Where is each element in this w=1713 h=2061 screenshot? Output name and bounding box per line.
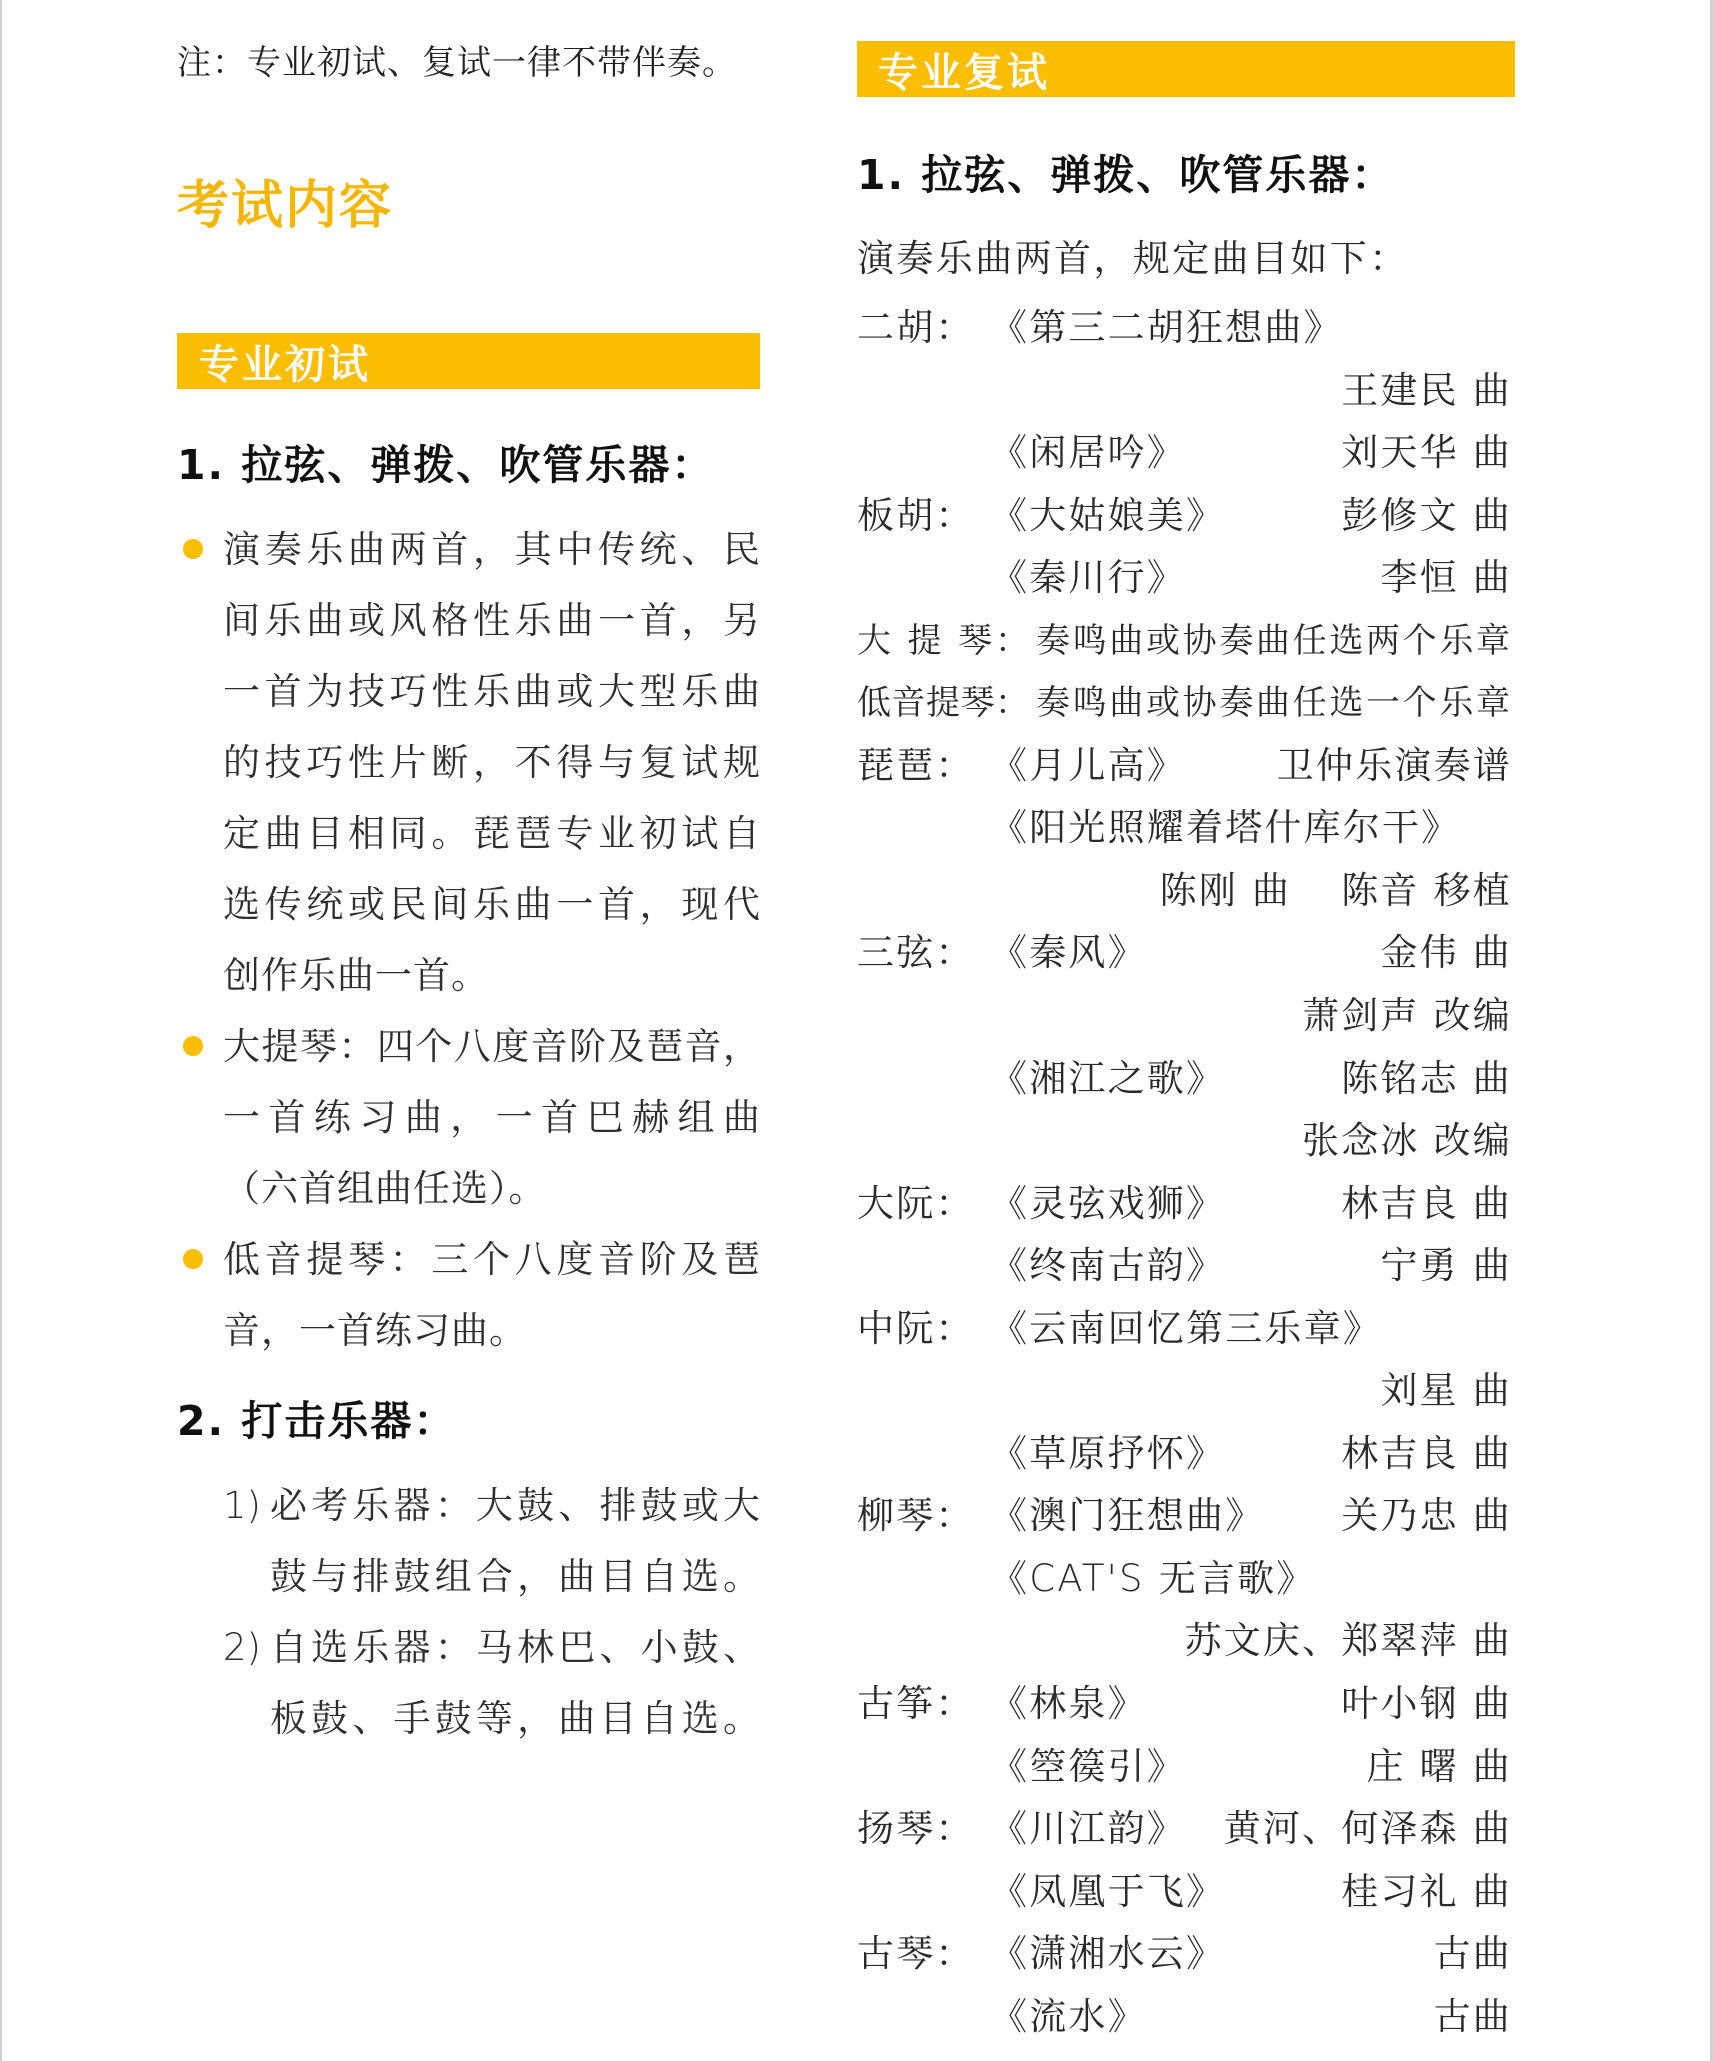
credit-group bbox=[1160, 860, 1512, 923]
instrument-label: 大阮： bbox=[857, 1181, 975, 1225]
piece-title: 《川江韵》 bbox=[990, 1807, 1186, 1851]
preliminary-bar-label: 专业初试 bbox=[199, 341, 371, 388]
bullet-item bbox=[177, 514, 760, 1011]
piece-row bbox=[857, 1235, 1512, 1298]
list-marker: 1) bbox=[223, 1484, 261, 1527]
piece-row bbox=[857, 922, 1512, 985]
piece-row bbox=[857, 297, 1512, 360]
retest-bar-label: 专业复试 bbox=[878, 49, 1050, 96]
credit-group bbox=[1341, 1485, 1512, 1548]
preliminary-heading-percussion: 2. 打击乐器： bbox=[177, 1397, 457, 1445]
piece-credit: 陈铭志 曲 bbox=[1341, 1056, 1512, 1100]
bullet-line: 一首为技巧性乐曲或大型乐曲 bbox=[223, 670, 760, 713]
piece-credit: 林吉良 曲 bbox=[1341, 1431, 1512, 1475]
credit-group bbox=[1434, 1923, 1512, 1986]
piece-credit: 萧剑声 改编 bbox=[1302, 994, 1512, 1038]
instrument-label: 大 提 琴： bbox=[857, 620, 1029, 661]
piece-row bbox=[857, 1298, 1512, 1361]
piece-title: 《草原抒怀》 bbox=[990, 1431, 1226, 1475]
piece-row bbox=[857, 1548, 1512, 1611]
retest-section-bar bbox=[857, 41, 1515, 97]
piece-title: 《闲居吟》 bbox=[990, 431, 1186, 475]
piece-title: 《湘江之歌》 bbox=[990, 1056, 1226, 1100]
credit-group bbox=[1302, 985, 1512, 1048]
bullet-line: 创作乐曲一首。 bbox=[223, 954, 489, 997]
list-item bbox=[177, 1612, 760, 1754]
piece-title: 《大姑娘美》 bbox=[990, 493, 1226, 537]
credit-group bbox=[1341, 1861, 1512, 1924]
piece-credit: 陈刚 曲 bbox=[1159, 868, 1292, 912]
piece-title: 《秦风》 bbox=[990, 931, 1147, 975]
piece-title: 《灵弦戏狮》 bbox=[990, 1181, 1226, 1225]
piece-row bbox=[857, 985, 1512, 1048]
credit-group bbox=[1380, 1235, 1512, 1298]
credit-group bbox=[1434, 1986, 1512, 2049]
credit-group bbox=[1380, 1360, 1512, 1423]
piece-row bbox=[857, 485, 1512, 548]
piece-row bbox=[857, 1736, 1512, 1799]
requirement-text: 奏鸣曲或协奏曲任选一个乐章 bbox=[1036, 683, 1510, 724]
bullet-item bbox=[177, 1224, 760, 1366]
instrument-label: 琵琶： bbox=[857, 743, 975, 787]
piece-row bbox=[857, 1110, 1512, 1173]
preliminary-section-bar bbox=[177, 333, 760, 389]
credit-group bbox=[1184, 1610, 1512, 1673]
credit-group bbox=[1341, 485, 1512, 548]
credit-group bbox=[1341, 1048, 1512, 1111]
piece-title: 《凤凰于飞》 bbox=[990, 1869, 1226, 1913]
piece-row bbox=[857, 1923, 1512, 1986]
piece-title: 《月儿高》 bbox=[990, 743, 1186, 787]
piece-row bbox=[857, 797, 1512, 860]
instrument-label: 板胡： bbox=[857, 493, 975, 537]
piece-row bbox=[857, 1986, 1512, 2049]
piece-credit: 王建民 曲 bbox=[1341, 368, 1512, 412]
piece-title: 《云南回忆第三乐章》 bbox=[990, 1306, 1382, 1350]
piece-row bbox=[857, 547, 1512, 610]
piece-credit: 刘星 曲 bbox=[1380, 1369, 1512, 1413]
bullet-line: 低音提琴：三个八度音阶及琶 bbox=[223, 1238, 760, 1281]
retest-intro: 演奏乐曲两首，规定曲目如下： bbox=[857, 237, 1409, 280]
piece-row bbox=[857, 1798, 1512, 1861]
bullet-line: 间乐曲或风格性乐曲一首，另 bbox=[223, 599, 760, 642]
piece-title: 《CAT'S 无言歌》 bbox=[990, 1556, 1316, 1600]
piece-title: 《林泉》 bbox=[990, 1682, 1147, 1726]
credit-group bbox=[1341, 1173, 1512, 1236]
credit-group bbox=[1277, 735, 1512, 798]
repertoire-list bbox=[857, 297, 1512, 2048]
instrument-label: 古筝： bbox=[857, 1682, 975, 1726]
piece-credit: 张念冰 改编 bbox=[1302, 1119, 1512, 1163]
piece-title: 《终南古韵》 bbox=[990, 1244, 1226, 1288]
bullet-line: 选传统或民间乐曲一首，现代 bbox=[223, 883, 760, 926]
piece-title: 《流水》 bbox=[990, 1994, 1147, 2038]
instrument-label: 低音提琴： bbox=[857, 683, 1029, 724]
piece-credit: 叶小钢 曲 bbox=[1341, 1682, 1512, 1726]
requirement-row bbox=[857, 610, 1512, 673]
piece-credit: 桂习礼 曲 bbox=[1341, 1869, 1512, 1913]
piece-row bbox=[857, 860, 1512, 923]
piece-row bbox=[857, 1360, 1512, 1423]
bullet-line: 音，一首练习曲。 bbox=[223, 1309, 527, 1352]
bullet-dot-icon bbox=[183, 539, 203, 559]
piece-title: 《阳光照耀着塔什库尔干》 bbox=[990, 806, 1461, 850]
credit-group bbox=[1224, 1798, 1512, 1861]
piece-row bbox=[857, 1048, 1512, 1111]
piece-credit: 宁勇 曲 bbox=[1380, 1244, 1512, 1288]
credit-group bbox=[1302, 1110, 1512, 1173]
piece-title: 《第三二胡狂想曲》 bbox=[990, 306, 1343, 349]
credit-group bbox=[1341, 1423, 1512, 1486]
instrument-label: 扬琴： bbox=[857, 1807, 975, 1851]
bullet-line: 大提琴：四个八度音阶及琶音， bbox=[223, 1025, 760, 1068]
piece-row bbox=[857, 1861, 1512, 1924]
bullet-dot-icon bbox=[183, 1036, 203, 1056]
list-line: 鼓与排鼓组合，曲目自选。 bbox=[270, 1555, 760, 1598]
percussion-list bbox=[177, 1470, 760, 1754]
piece-credit: 刘天华 曲 bbox=[1341, 431, 1512, 475]
credit-group bbox=[1366, 1736, 1512, 1799]
piece-row bbox=[857, 360, 1512, 423]
instrument-label: 古琴： bbox=[857, 1932, 975, 1976]
piece-row bbox=[857, 1485, 1512, 1548]
credit-group bbox=[1380, 547, 1512, 610]
bullet-line: 一首练习曲，一首巴赫组曲 bbox=[223, 1096, 760, 1139]
piece-title: 《潇湘水云》 bbox=[990, 1932, 1226, 1976]
piece-credit: 关乃忠 曲 bbox=[1341, 1494, 1512, 1538]
instrument-label: 二胡： bbox=[857, 306, 975, 349]
note-text: 注：专业初试、复试一律不带伴奏。 bbox=[177, 43, 737, 83]
instrument-label: 柳琴： bbox=[857, 1494, 975, 1538]
piece-credit: 庄 曙 曲 bbox=[1366, 1744, 1512, 1788]
list-line: 自选乐器：马林巴、小鼓、 bbox=[270, 1626, 760, 1669]
list-item bbox=[177, 1470, 760, 1612]
bullet-line: 的技巧性片断，不得与复试规 bbox=[223, 741, 760, 784]
piece-credit: 陈音 移植 bbox=[1341, 868, 1512, 912]
piece-row bbox=[857, 1673, 1512, 1736]
bullet-item bbox=[177, 1011, 760, 1224]
preliminary-bullet-list bbox=[177, 514, 760, 1366]
piece-credit: 彭修文 曲 bbox=[1341, 493, 1512, 537]
piece-credit: 李恒 曲 bbox=[1380, 556, 1512, 600]
bullet-line: 演奏乐曲两首，其中传统、民 bbox=[223, 528, 760, 571]
piece-credit: 苏文庆、郑翠萍 曲 bbox=[1184, 1619, 1512, 1663]
credit-group bbox=[1380, 922, 1512, 985]
requirement-row bbox=[857, 672, 1512, 735]
instrument-label: 三弦： bbox=[857, 931, 975, 975]
list-marker: 2) bbox=[223, 1626, 261, 1669]
credit-group bbox=[1341, 360, 1512, 423]
piece-row bbox=[857, 1423, 1512, 1486]
piece-title: 《秦川行》 bbox=[990, 556, 1186, 600]
instrument-label: 中阮： bbox=[857, 1306, 975, 1350]
bullet-line: 定曲目相同。琵琶专业初试自 bbox=[223, 812, 760, 855]
piece-credit: 古曲 bbox=[1433, 1932, 1512, 1976]
piece-credit: 林吉良 曲 bbox=[1341, 1181, 1512, 1225]
piece-credit: 金伟 曲 bbox=[1380, 931, 1512, 975]
retest-heading-strings: 1. 拉弦、弹拨、吹管乐器： bbox=[857, 151, 1395, 199]
section-title: 考试内容 bbox=[177, 176, 394, 236]
piece-title: 《箜篌引》 bbox=[990, 1744, 1186, 1788]
list-line: 必考乐器：大鼓、排鼓或大 bbox=[270, 1484, 760, 1527]
list-line: 板鼓、手鼓等，曲目自选。 bbox=[270, 1697, 760, 1740]
piece-row bbox=[857, 1610, 1512, 1673]
credit-group bbox=[1341, 422, 1512, 485]
piece-row bbox=[857, 1173, 1512, 1236]
bullet-dot-icon bbox=[183, 1249, 203, 1269]
piece-credit: 黄河、何泽森 曲 bbox=[1223, 1807, 1512, 1851]
bullet-line: （六首组曲任选）。 bbox=[223, 1167, 547, 1210]
piece-credit: 古曲 bbox=[1433, 1994, 1512, 2038]
requirement-text: 奏鸣曲或协奏曲任选两个乐章 bbox=[1036, 620, 1510, 661]
preliminary-heading-strings: 1. 拉弦、弹拨、吹管乐器： bbox=[177, 441, 715, 489]
piece-row bbox=[857, 735, 1512, 798]
piece-title: 《澳门狂想曲》 bbox=[990, 1494, 1265, 1538]
piece-credit: 卫仲乐演奏谱 bbox=[1276, 743, 1512, 787]
credit-group bbox=[1341, 1673, 1512, 1736]
piece-row bbox=[857, 422, 1512, 485]
